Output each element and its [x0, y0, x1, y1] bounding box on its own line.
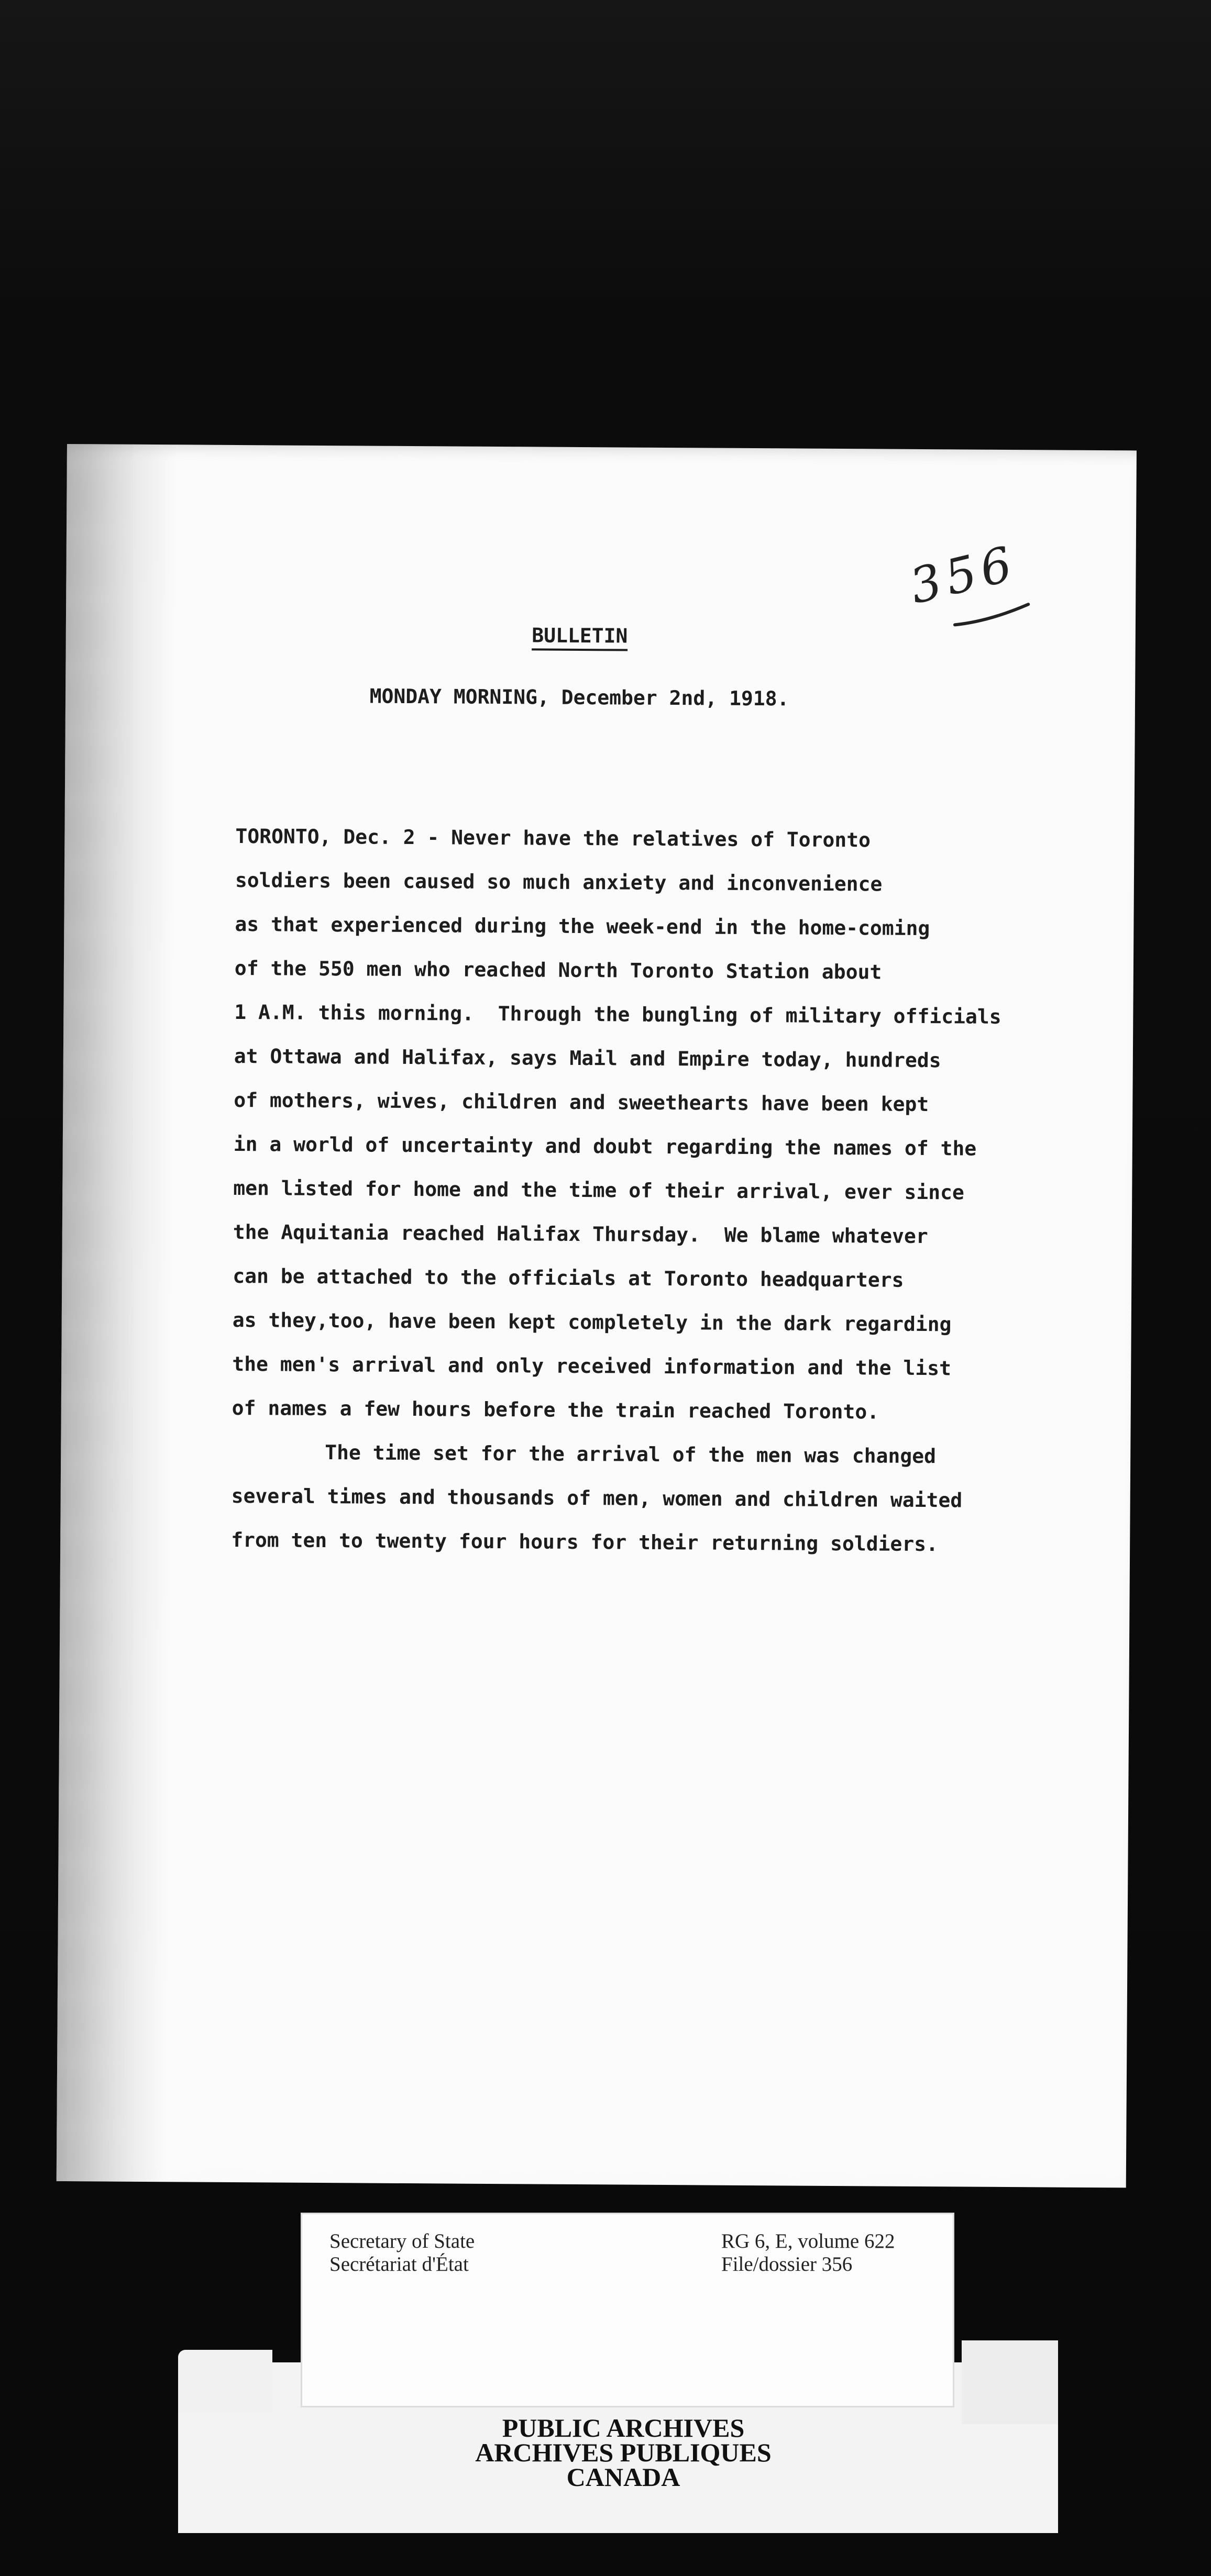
bulletin-title: BULLETIN	[532, 624, 628, 648]
label-tab-right	[962, 2340, 1058, 2424]
typed-bulletin-page	[57, 444, 1137, 2188]
archive-institution-name	[293, 2413, 953, 2492]
bulletin-body	[231, 814, 1100, 1567]
text-line: several times and thousands of men, women and children waited	[231, 1484, 963, 1512]
text-line: soldiers been caused so much anxiety and inconvenience	[235, 868, 883, 896]
folio-annotation	[904, 535, 1093, 639]
text-line: at Ottawa and Halifax, says Mail and Empire today, hundreds	[234, 1044, 941, 1072]
text-line: of mothers, wives, children and sweethearts have been kept	[234, 1088, 929, 1116]
institution-english: PUBLIC ARCHIVES	[502, 2413, 745, 2442]
department-english: Secretary of State	[329, 2230, 475, 2252]
archive-reference-card	[301, 2213, 954, 2407]
reference-volume: RG 6, E, volume 622	[721, 2230, 895, 2252]
text-line: of names a few hours before the train reached Toronto.	[232, 1396, 879, 1424]
text-line: 1 A.M. this morning. Through the bungling of military officials	[234, 1000, 1001, 1028]
text-line: the men's arrival and only received information and the list	[232, 1352, 952, 1380]
text-line: the Aquitania reached Halifax Thursday. We blame whatever	[233, 1220, 928, 1248]
text-line: as that experienced during the week-end in the home-coming	[235, 912, 930, 940]
text-line: The time set for the arrival of the men was changed	[325, 1441, 937, 1468]
folio-number: 356	[904, 535, 1022, 615]
text-line: from ten to twenty four hours for their returning soldiers.	[231, 1528, 939, 1556]
text-line: men listed for home and the time of their arrival, ever since	[233, 1176, 964, 1204]
institution-country: CANADA	[566, 2462, 680, 2492]
text-line: TORONTO, Dec. 2 - Never have the relatives of Toronto	[235, 824, 871, 852]
label-tab-left	[178, 2350, 272, 2413]
institution-french: ARCHIVES PUBLIQUES	[475, 2438, 772, 2467]
text-line: as they,too, have been kept completely in the dark regarding	[232, 1308, 952, 1336]
text-line: can be attached to the officials at Toronto headquarters	[233, 1264, 904, 1292]
bulletin-dateline: MONDAY MORNING, December 2nd, 1918.	[369, 684, 789, 710]
text-line: of the 550 men who reached North Toronto Station about	[234, 956, 882, 984]
reference-file: File/dossier 356	[721, 2253, 853, 2275]
department-french: Secrétariat d'État	[329, 2253, 469, 2275]
text-line: in a world of uncertainty and doubt regarding the names of the	[233, 1132, 977, 1160]
